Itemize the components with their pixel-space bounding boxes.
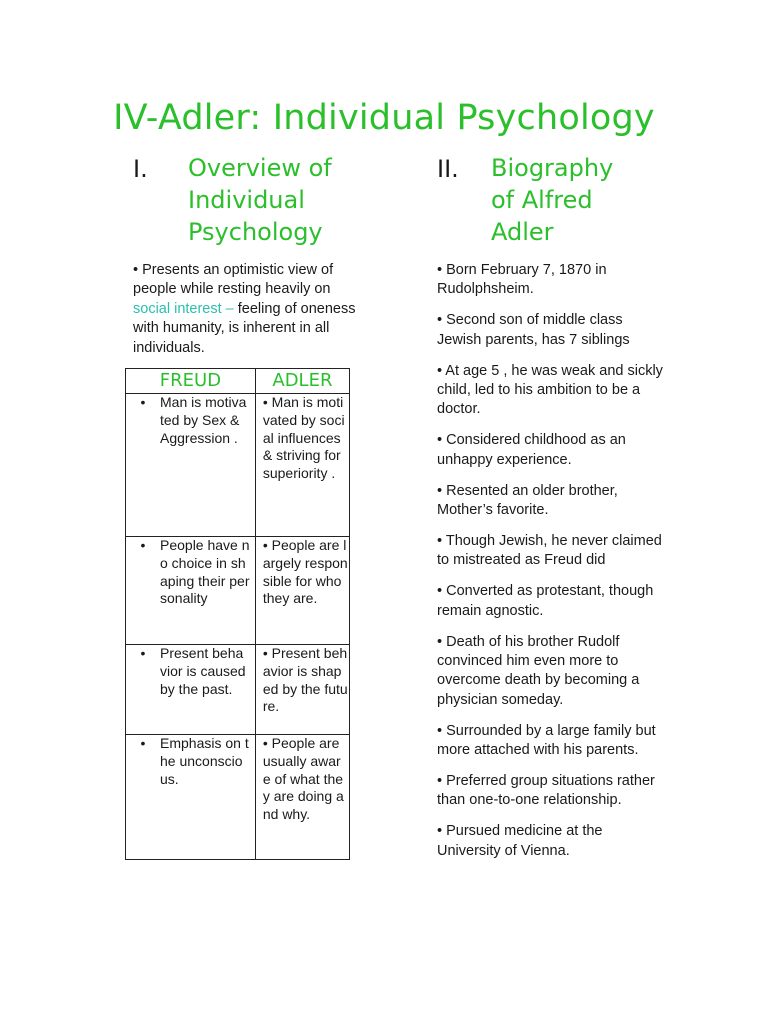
freud-text: Emphasis on the unconscious. — [160, 735, 249, 787]
freud-adler-table — [125, 368, 350, 860]
freud-header: FREUD — [126, 369, 256, 394]
adler-cell — [255, 394, 349, 537]
freud-cell: • People have no choice in shaping their personality — [126, 537, 256, 645]
biography-item: • Preferred group situations rather than one-to-one relationship. — [437, 773, 655, 809]
section-heading-biography — [491, 152, 613, 248]
freud-text: Present behavior is caused by the past. — [160, 645, 246, 697]
section-number-1: I. — [133, 155, 148, 183]
biography-item: • Considered childhood as an unhappy experience. — [437, 432, 626, 468]
biography-item: • Pursued medicine at the University of Vienna. — [437, 823, 603, 859]
page-title: IV-Adler: Individual Psychology — [113, 98, 655, 138]
adler-text: • Present behavior is shaped by the future. — [262, 645, 348, 715]
section-number-2: II. — [437, 155, 459, 183]
section-heading-line: Psychology — [188, 218, 323, 246]
biography-item: • Surrounded by a large family but more attached with his parents. — [437, 722, 656, 759]
adler-cell — [255, 735, 349, 860]
biography-item: • Resented an older brother, Mother’s favorite. — [437, 482, 618, 519]
freud-cell: • Man is motivated by Sex & Aggression . — [126, 394, 256, 537]
freud-text: People have no choice in shaping their personality — [160, 537, 250, 607]
adler-cell — [255, 537, 349, 645]
adler-cell — [255, 645, 349, 735]
adler-header: ADLER — [255, 369, 349, 394]
social-interest-term: social interest – — [133, 300, 234, 317]
freud-cell: • Emphasis on the unconscious. — [126, 735, 256, 860]
section-heading-line: Adler — [491, 218, 554, 246]
biography-item: • Death of his brother Rudolf convinced him even more to overcome death by becoming a physician someday. — [437, 633, 640, 708]
bullet: • — [133, 262, 139, 278]
biography-item: • Born February 7, 1870 in Rudolphsheim. — [437, 262, 607, 298]
overview-paragraph — [133, 261, 365, 358]
table-header-row — [126, 369, 350, 394]
section-heading-line: Biography — [491, 154, 614, 182]
freud-text: Man is motivated by Sex & Aggression . — [160, 394, 247, 446]
overview-text-end: feeling of oneness with humanity, is inherent in all individuals. — [133, 300, 356, 356]
overview-text: Presents an optimistic view of people while resting heavily on — [133, 262, 334, 298]
biography-item: • Though Jewish, he never claimed to mistreated as Freud did — [437, 532, 662, 569]
biography-item: • Second son of middle class Jewish parents, has 7 siblings — [437, 312, 630, 348]
adler-text: • People are usually aware of what they are doing and why. — [262, 735, 344, 823]
section-heading-line: of Alfred — [491, 186, 593, 214]
table-row — [126, 735, 350, 860]
adler-text: • People are largely responsible for who they are. — [262, 537, 348, 607]
table-row — [126, 537, 350, 645]
table-row — [126, 645, 350, 735]
section-heading-overview — [188, 152, 332, 248]
section-heading-line: Overview of — [188, 154, 332, 182]
section-heading-line: Individual — [188, 186, 305, 214]
biography-item: • At age 5 , he was weak and sickly child, led to his ambition to be a doctor. — [437, 362, 663, 418]
adler-text: • Man is motivated by social influences & striving for superiority . — [262, 394, 345, 482]
table-row — [126, 394, 350, 537]
freud-cell: • Present behavior is caused by the past. — [126, 645, 256, 735]
biography-item: • Converted as protestant, though remain agnostic. — [437, 583, 654, 619]
biography-list — [437, 261, 665, 873]
